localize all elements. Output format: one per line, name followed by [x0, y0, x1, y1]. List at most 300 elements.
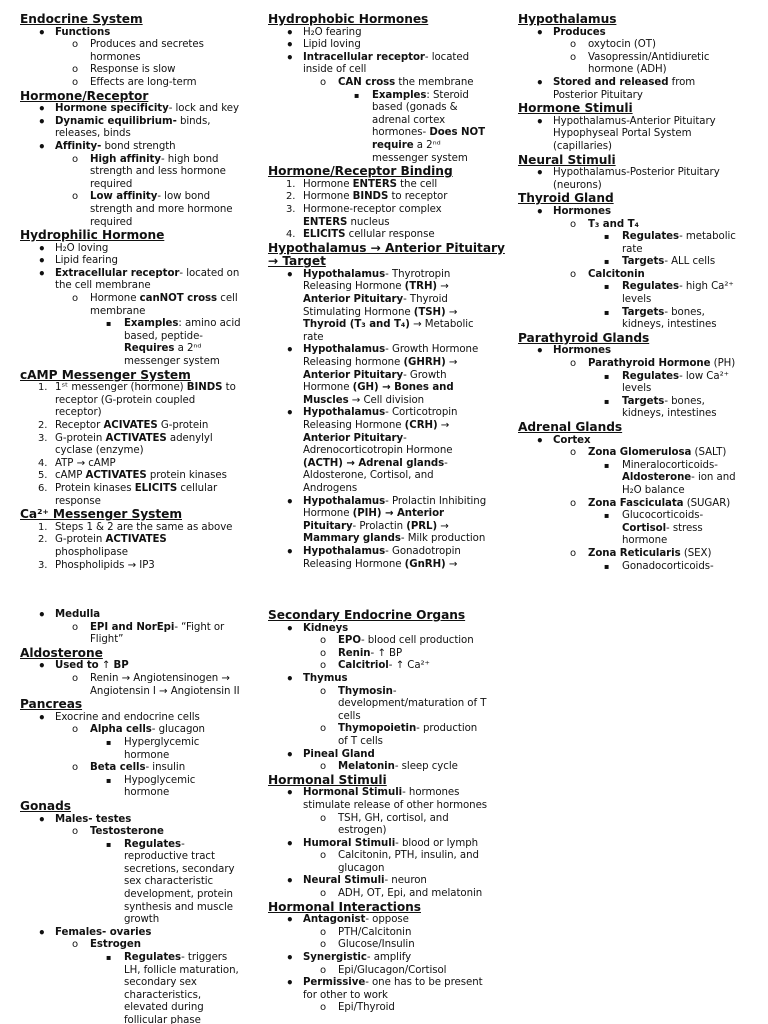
bullet-dot: • — [536, 433, 544, 448]
bullet-dot: • — [38, 710, 46, 725]
section-heading: Hormone/Receptor — [20, 88, 149, 103]
note-text: response — [55, 495, 101, 507]
note-text: phospholipase — [55, 546, 128, 558]
bullet-square: ▪ — [106, 319, 112, 329]
note-line-continued — [268, 102, 500, 115]
bullet-circle: o — [570, 358, 577, 370]
note-line — [518, 548, 758, 561]
note-text: hormones- Does NOT — [372, 127, 486, 139]
note-text: Calcitonin, PTH, insulin, and — [338, 850, 479, 862]
note-line — [20, 268, 252, 281]
note-line — [268, 813, 500, 826]
bullet-dot: • — [286, 874, 294, 889]
note-line-continued — [268, 420, 500, 433]
note-text: adrenal cortex — [372, 114, 446, 126]
note-text: Hyperglycemic — [124, 736, 200, 748]
bullet-dot: • — [286, 836, 294, 851]
list-number: 3. — [38, 432, 48, 444]
note-text: based (gonads & — [372, 102, 458, 114]
note-text: Regulates- triggers — [124, 952, 228, 964]
list-number: 4. — [38, 457, 48, 469]
note-line — [20, 737, 252, 750]
note-line — [20, 712, 252, 725]
note-text: LH, follicle maturation, — [124, 964, 239, 976]
bullet-dot: • — [536, 25, 544, 40]
bullet-circle: o — [320, 761, 327, 773]
note-line — [20, 318, 252, 331]
bullet-circle: o — [570, 547, 577, 559]
note-line-continued — [268, 483, 500, 496]
note-line-continued — [20, 331, 252, 344]
note-line — [518, 371, 758, 384]
note-text: ENTERS nucleus — [303, 216, 390, 228]
note-text: Regulates- — [124, 838, 185, 850]
bullet-dot: • — [536, 75, 544, 90]
note-text: Cortex — [553, 434, 591, 446]
note-line — [20, 243, 252, 256]
note-text: messenger system — [124, 356, 220, 368]
note-text: Response is slow — [90, 64, 176, 76]
note-text: Hormone ENTERS the cell — [303, 178, 438, 190]
note-text: Extracellular receptor- located on — [55, 267, 240, 279]
bullet-square: ▪ — [604, 371, 610, 381]
note-line-continued — [20, 306, 252, 319]
note-text: kidneys, intestines — [622, 408, 717, 420]
note-text: Examples: Steroid — [372, 89, 469, 101]
note-text: EPI and NorEpi- “Fight or — [90, 621, 225, 633]
note-line-continued — [268, 470, 500, 483]
note-line — [268, 39, 500, 52]
note-text: 1ˢᵗ messenger (hormone) BINDS to — [55, 382, 236, 394]
list-number: 1. — [38, 382, 48, 394]
note-text: Aldosterone, Cortisol, and — [303, 470, 434, 482]
note-text: (ACTH) → Adrenal glands- — [303, 457, 448, 469]
section-heading: Gonads — [20, 798, 71, 813]
note-text: Stimulating Hormone (TSH) → — [303, 306, 458, 318]
bullet-circle: o — [570, 497, 577, 509]
bullet-square: ▪ — [106, 953, 112, 963]
notes-column-1 — [20, 13, 252, 572]
note-text: Hormone-receptor complex — [303, 203, 442, 215]
note-line — [268, 90, 500, 103]
note-line — [268, 749, 500, 762]
note-text: Releasing hormone (GHRH) → — [303, 357, 458, 369]
note-text: Pituitary- Prolactin (PRL) → — [303, 520, 449, 532]
note-line — [268, 191, 500, 204]
note-text: Affinity- bond strength — [55, 140, 176, 152]
note-line-continued — [20, 990, 252, 1003]
note-line — [268, 977, 500, 990]
note-line — [20, 622, 252, 635]
note-text: Parathyroid Hormone (PH) — [588, 358, 736, 370]
note-line — [20, 191, 252, 204]
note-text: Intracellular receptor- located — [303, 51, 470, 63]
note-text: hormone — [622, 535, 668, 547]
note-text: Cortisol- stress — [622, 522, 703, 534]
note-line — [268, 1002, 500, 1015]
bullet-dot: • — [286, 343, 294, 358]
section-heading: Pancreas — [20, 697, 83, 712]
note-line-continued — [268, 433, 500, 446]
note-line-continued — [20, 965, 252, 978]
note-line — [20, 39, 252, 52]
bullet-dot: • — [286, 406, 294, 421]
section-heading: → Target — [268, 254, 326, 269]
note-text: High affinity- high bond — [90, 153, 219, 165]
bullet-circle: o — [72, 672, 79, 684]
bullet-square: ▪ — [106, 737, 112, 747]
bullet-dot: • — [286, 494, 294, 509]
note-line-continued — [518, 244, 758, 257]
note-text: TSH, GH, cortisol, and — [338, 812, 449, 824]
note-line — [268, 204, 500, 217]
note-line — [268, 27, 500, 40]
note-line-continued — [268, 127, 500, 140]
note-line-continued — [268, 332, 500, 345]
note-text: Regulates- metabolic — [622, 231, 736, 243]
note-line — [20, 433, 252, 446]
section-heading: Hypothalamus — [518, 13, 617, 26]
bullet-dot: • — [286, 747, 294, 762]
note-text: ATP → cAMP — [55, 457, 116, 469]
bullet-dot: • — [286, 951, 294, 966]
bullet-square: ▪ — [604, 460, 610, 470]
note-line — [268, 723, 500, 736]
bullet-dot: • — [38, 254, 46, 269]
note-line-continued — [518, 535, 758, 548]
bullet-square: ▪ — [604, 511, 610, 521]
note-line-continued — [20, 445, 252, 458]
note-text: reproductive tract — [124, 851, 215, 863]
bullet-circle: o — [320, 660, 327, 672]
section-heading: Parathyroid Glands — [518, 330, 650, 345]
note-line-continued — [518, 472, 758, 485]
section-heading: Secondary Endocrine Organs — [268, 609, 466, 622]
note-text: Zona Reticularis (SEX) — [588, 547, 712, 559]
note-text: receptor (G-protein coupled — [55, 394, 196, 406]
section-heading: Hypothalamus → Anterior Pituitary — [268, 240, 505, 255]
note-text: Hypothalamus- Growth Hormone — [303, 344, 479, 356]
bullet-dot: • — [286, 671, 294, 686]
note-line-continued — [268, 395, 500, 408]
note-text: cAMP ACTIVATES protein kinases — [55, 470, 227, 482]
note-text: Permissive- one has to be present — [303, 977, 483, 989]
note-text: H₂O fearing — [303, 26, 362, 38]
note-text: Hypothalamus- Thyrotropin — [303, 268, 451, 280]
note-line-continued — [268, 370, 500, 383]
bullet-circle: o — [570, 447, 577, 459]
note-text: (capillaries) — [553, 140, 612, 152]
note-line-continued — [268, 115, 500, 128]
note-line-continued — [268, 140, 500, 153]
note-text: hormone — [124, 787, 170, 799]
note-text: hormone — [124, 749, 170, 761]
note-text: cells — [338, 710, 361, 722]
bullet-dot: • — [286, 25, 294, 40]
note-text: Targets- ALL cells — [622, 256, 716, 268]
note-text: secretions, secondary — [124, 863, 235, 875]
note-line-continued — [268, 559, 500, 572]
note-line-continued — [268, 508, 500, 521]
bullet-circle: o — [570, 218, 577, 230]
notes-column-1 — [20, 609, 252, 1024]
note-text: H₂O balance — [622, 484, 685, 496]
note-line-continued — [518, 523, 758, 536]
bullet-circle: o — [320, 1002, 327, 1014]
note-line — [268, 496, 500, 509]
bullet-dot: • — [38, 266, 46, 281]
note-text: Thymopoietin- production — [338, 723, 478, 735]
note-text: Hormone (PIH) → Anterior — [303, 508, 445, 520]
note-text: messenger system — [372, 152, 468, 164]
note-line — [518, 307, 758, 320]
note-text: Posterior Pituitary — [553, 89, 643, 101]
bullet-dot: • — [286, 976, 294, 991]
note-text: Thymosin- — [338, 685, 397, 697]
note-line — [518, 256, 758, 269]
note-text: Steps 1 & 2 are the same as above — [55, 521, 233, 533]
note-line-continued — [20, 407, 252, 420]
note-line — [20, 420, 252, 433]
note-text: cyclase (enzyme) — [55, 445, 144, 457]
note-line — [20, 255, 252, 268]
note-text: Hormone specificity- lock and key — [55, 103, 239, 115]
note-text: Hypothalamus-Posterior Pituitary — [553, 167, 720, 179]
note-line — [268, 927, 500, 940]
note-line — [20, 952, 252, 965]
note-text: Adrenocorticotropin Hormone — [303, 445, 453, 457]
note-text: Examples: amino acid — [124, 318, 241, 330]
note-text: Zona Fasciculata (SUGAR) — [588, 497, 731, 509]
note-text: membrane — [90, 305, 146, 317]
note-line — [20, 116, 252, 129]
note-text: releases, binds — [55, 128, 131, 140]
list-number: 1. — [38, 521, 48, 533]
note-line — [20, 762, 252, 775]
note-text: Androgens — [303, 482, 358, 494]
note-text: levels — [622, 383, 652, 395]
note-line-continued — [268, 863, 500, 876]
note-text: oxytocin (OT) — [588, 39, 656, 51]
note-line-continued — [20, 52, 252, 65]
section-heading: Hydrophobic Hormones — [268, 13, 429, 26]
note-text: Produces and secretes — [90, 39, 204, 51]
note-text: Releasing Hormone (TRH) → — [303, 281, 449, 293]
note-line — [268, 623, 500, 636]
note-line — [268, 635, 500, 648]
note-line-continued — [20, 343, 252, 356]
list-number: 1. — [286, 178, 296, 190]
bullet-dot: • — [38, 241, 46, 256]
list-number: 4. — [286, 229, 296, 241]
note-text: Hypoglycemic — [124, 774, 196, 786]
note-text: Anterior Pituitary- Thyroid — [303, 294, 448, 306]
note-line-continued — [518, 64, 758, 77]
note-line-continued — [20, 395, 252, 408]
notes-panel-bottom — [0, 609, 768, 1024]
note-line — [20, 470, 252, 483]
note-text: Receptor ACIVATES G-protein — [55, 420, 209, 431]
note-line — [20, 560, 252, 573]
note-text: Low affinity- low bond — [90, 191, 211, 203]
note-line — [268, 673, 500, 686]
note-text: Epi/Thyroid — [338, 1002, 395, 1014]
bullet-circle: o — [72, 64, 79, 76]
bullet-square: ▪ — [604, 257, 610, 267]
note-text: hormone (ADH) — [588, 64, 667, 76]
section-heading: Hormonal Interactions — [268, 899, 421, 914]
note-text: T₃ and T₄ — [588, 218, 639, 230]
bullet-dot: • — [38, 114, 46, 129]
note-line-continued — [20, 1015, 252, 1024]
note-line — [518, 27, 758, 40]
note-line — [268, 179, 500, 192]
notes-panel-top — [0, 13, 768, 573]
note-text: (neurons) — [553, 179, 602, 191]
note-text: Epi/Glucagon/Cortisol — [338, 964, 447, 976]
bullet-circle: o — [570, 268, 577, 280]
note-text: Kidneys — [303, 622, 349, 634]
note-line — [20, 458, 252, 471]
bullet-square: ▪ — [106, 775, 112, 785]
note-text: Alpha cells- glucagon — [90, 724, 205, 736]
note-text: Testosterone — [90, 826, 164, 838]
bullet-dot: • — [38, 25, 46, 40]
bullet-circle: o — [320, 964, 327, 976]
note-text: elevated during — [124, 1002, 204, 1014]
note-line — [20, 534, 252, 547]
note-line-continued — [20, 977, 252, 990]
note-line-continued — [268, 445, 500, 458]
note-line-continued — [268, 800, 500, 813]
note-line — [518, 116, 758, 129]
note-text: Protein kinases ELICITS cellular — [55, 482, 218, 494]
note-text: Hormone BINDS to receptor — [303, 191, 448, 203]
bullet-square: ▪ — [106, 839, 112, 849]
note-text: Hormones — [553, 205, 611, 217]
note-text: for other to work — [303, 989, 388, 1001]
note-text: Stored and released from — [553, 76, 696, 88]
note-line — [268, 52, 500, 65]
note-line — [20, 814, 252, 827]
note-line — [268, 787, 500, 800]
note-text: based, peptide- — [124, 330, 203, 342]
bullet-dot: • — [286, 267, 294, 282]
note-text: require a 2ⁿᵈ — [372, 139, 441, 151]
bullet-dot: • — [286, 38, 294, 53]
note-line — [268, 850, 500, 863]
list-number: 3. — [38, 559, 48, 571]
note-text: Mammary glands- Milk production — [303, 533, 486, 545]
bullet-circle: o — [320, 723, 327, 735]
section-heading: Hydrophilic Hormone — [20, 228, 165, 243]
list-number: 2. — [38, 534, 48, 546]
note-text: strength and more hormone — [90, 203, 233, 215]
note-text: Mineralocorticoids- — [622, 459, 718, 471]
note-line — [518, 52, 758, 65]
note-line — [268, 546, 500, 559]
note-text: rate — [622, 243, 643, 255]
note-text: Synergistic- amplify — [303, 952, 412, 964]
note-line-continued — [518, 383, 758, 396]
note-line-continued — [20, 547, 252, 560]
note-line-continued — [20, 166, 252, 179]
note-line — [268, 660, 500, 673]
bullet-circle: o — [320, 850, 327, 862]
note-text: Pineal Gland — [303, 748, 375, 760]
note-text: Males- testes — [55, 813, 132, 825]
bullet-circle: o — [320, 76, 327, 88]
note-line-continued — [268, 357, 500, 370]
note-line — [20, 141, 252, 154]
note-text: Gonadocorticoids- — [622, 560, 714, 572]
note-line — [518, 167, 758, 180]
note-line-continued — [268, 307, 500, 320]
note-line — [518, 231, 758, 244]
note-text: ADH, OT, Epi, and melatonin — [338, 888, 483, 900]
note-text: follicular phase — [124, 1015, 201, 1024]
note-line-continued — [268, 382, 500, 395]
note-line-continued — [20, 902, 252, 915]
notes-column-2 — [268, 13, 505, 571]
note-line-continued — [268, 217, 500, 230]
section-heading: Hormone/Receptor Binding — [268, 164, 453, 179]
bullet-dot: • — [38, 139, 46, 154]
bullet-circle: o — [72, 39, 79, 51]
note-line-continued — [268, 281, 500, 294]
bullet-circle: o — [72, 762, 79, 774]
note-text: Anterior Pituitary- — [303, 432, 407, 444]
note-line — [20, 64, 252, 77]
note-line-continued — [20, 280, 252, 293]
note-text: Glucocorticoids- — [622, 510, 704, 522]
bullet-dot: • — [536, 344, 544, 359]
section-heading: Thyroid Gland — [518, 191, 614, 206]
note-text: hormones — [90, 51, 141, 63]
list-number: 3. — [286, 203, 296, 215]
note-text: Renin → Angiotensinogen → — [90, 672, 230, 684]
note-line — [20, 939, 252, 952]
bullet-circle: o — [72, 826, 79, 838]
bullet-circle: o — [320, 926, 327, 938]
bullet-square: ▪ — [604, 232, 610, 242]
note-line-continued — [518, 141, 758, 154]
note-text: inside of cell — [303, 64, 367, 76]
note-line — [518, 39, 758, 52]
note-line — [20, 522, 252, 535]
note-line-continued — [518, 319, 758, 332]
note-text: Estrogen — [90, 939, 141, 951]
note-line — [268, 648, 500, 661]
note-line — [518, 447, 758, 460]
note-text: of T cells — [338, 735, 383, 747]
note-line — [268, 939, 500, 952]
note-text: estrogen) — [338, 825, 387, 837]
note-text: Dynamic equilibrium- binds, — [55, 115, 211, 127]
note-text: Used to ↑ BP — [55, 660, 129, 672]
note-text: Regulates- low Ca²⁺ — [622, 370, 729, 382]
note-text: Lipid fearing — [55, 255, 118, 267]
note-text: Releasing Hormone (GnRH) → — [303, 558, 458, 570]
section-heading: Hormonal Stimuli — [268, 772, 387, 787]
note-text: Humoral Stimuli- blood or lymph — [303, 837, 479, 849]
note-line-continued — [268, 825, 500, 838]
note-text: characteristics, — [124, 989, 202, 1001]
note-line — [518, 396, 758, 409]
note-text: Angiotensin I → Angiotensin II — [90, 685, 240, 697]
note-line-continued — [268, 319, 500, 332]
note-text: G-protein ACTIVATES adenylyl — [55, 432, 213, 444]
